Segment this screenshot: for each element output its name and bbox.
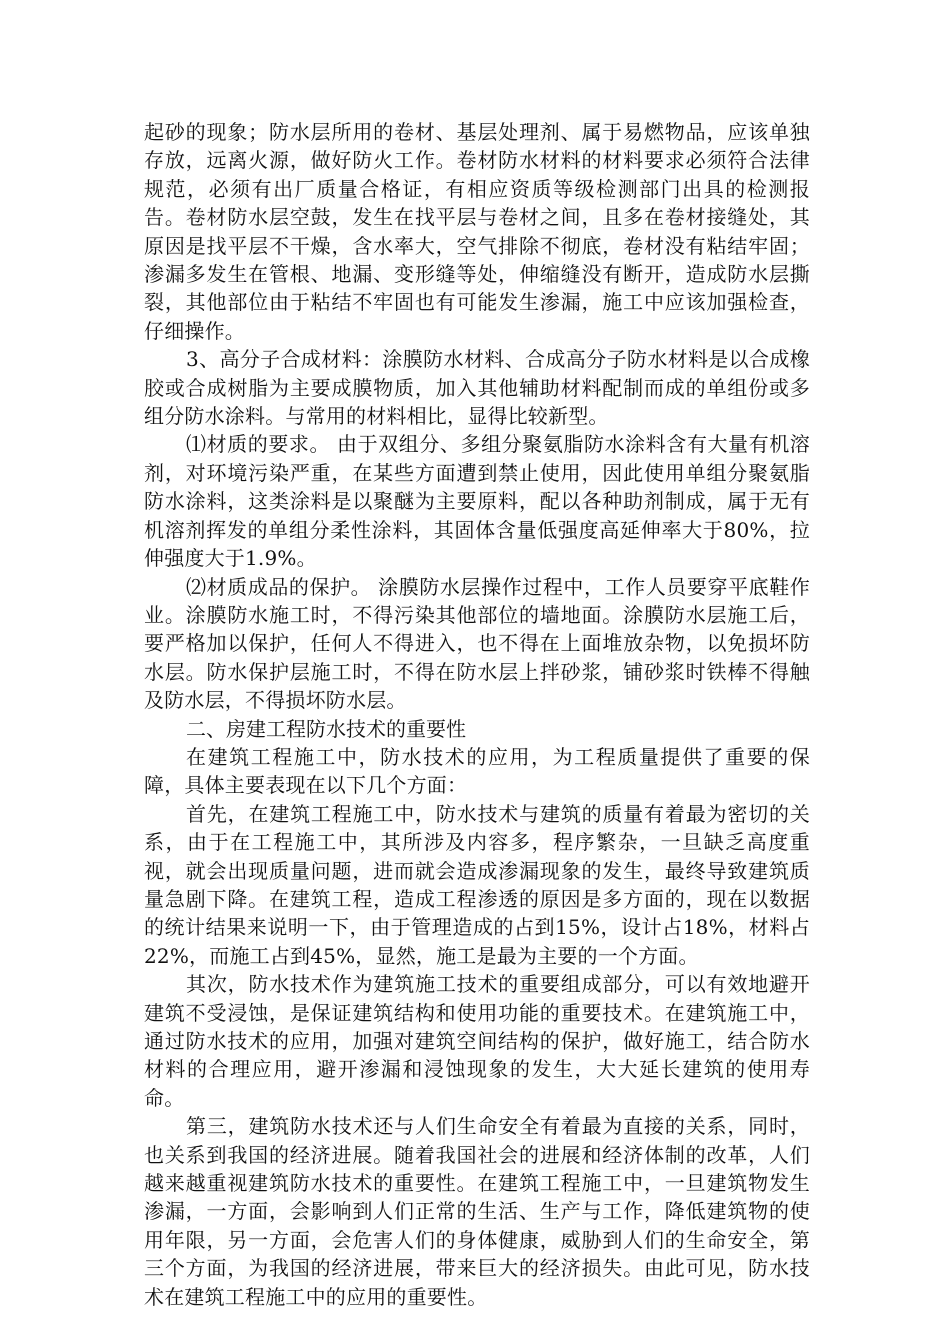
paragraph-third-point: 第三，建筑防水技术还与人们生命安全有着最为直接的关系，同时，也关系到我国的经济进展。随着我国社会的进展和经济体制的改革，人们越来越重视建筑防水技术的重要性。在建筑工程施工中，一旦建筑物发生渗漏，一方面，会影响到人们正常的生活、生产与工作，降低建筑物的使用年限，另一方面，会危害人们的身体健康，威胁到人们的生命安全，第三个方面，为我国的经济进展，带来巨大的经济损失。由此可见，防水技术在建筑工程施工中的应用的重要性。 bbox=[144, 1114, 810, 1309]
paragraph-material-requirements: ⑴材质的要求。 由于双组分、多组分聚氨脂防水涂料含有大量有机溶剂，对环境污染严重，在某些方面遭到禁止使用，因此使用单组分聚氨脂防水涂料，这类涂料是以聚醚为主要原料，配以各种助剂制成，属于无有机溶剂挥发的单组分柔性涂料，其固体含量低强度高延伸率大于80%，拉伸强度大于1.9%。 bbox=[144, 432, 810, 571]
paragraph-continued: 起砂的现象；防水层所用的卷材、基层处理剂、属于易燃物品，应该单独存放，远离火源，做好防火工作。卷材防水材料的材料要求必须符合法律规范，必须有出厂质量合格证，有相应资质等级检测部门出具的检测报告。卷材防水层空鼓，发生在找平层与卷材之间，且多在卷材接缝处，其原因是找平层不干燥，含水率大，空气排除不彻底，卷材没有粘结牢固；渗漏多发生在管根、地漏、变形缝等处，伸缩缝没有断开，造成防水层撕裂，其他部位由于粘结不牢固也有可能发生渗漏，施工中应该加强检查，仔细操作。 bbox=[144, 120, 810, 343]
paragraph-second-point: 其次，防水技术作为建筑施工技术的重要组成部分，可以有效地避开建筑不受浸蚀，是保证建筑结构和使用功能的重要技术。在建筑施工中，通过防水技术的应用，加强对建筑空间结构的保护，做好施工，结合防水材料的合理应用，避开渗漏和浸蚀现象的发生，大大延长建筑的使用寿命。 bbox=[144, 972, 810, 1110]
paragraph-intro: 在建筑工程施工中，防水技术的应用，为工程质量提供了重要的保障，具体主要表现在以下几个方面： bbox=[144, 744, 810, 798]
document-page bbox=[144, 118, 810, 1311]
paragraph-product-protection: ⑵材质成品的保护。 涂膜防水层操作过程中，工作人员要穿平底鞋作业。涂膜防水施工时，不得污染其他部位的墙地面。涂膜防水层施工后，要严格加以保护，任何人不得进入，也不得在上面堆放杂物，以免损坏防水层。防水保护层施工时，不得在防水层上拌砂浆，铺砂浆时铁棒不得触及防水层，不得损坏防水层。 bbox=[144, 574, 810, 713]
paragraph-polymer-materials: 3、高分子合成材料：涂膜防水材料、合成高分子防水材料是以合成橡胶或合成树脂为主要成膜物质，加入其他辅助材料配制而成的单组份或多组分防水涂料。与常用的材料相比，显得比较新型。 bbox=[144, 347, 810, 429]
paragraph-first-point: 首先，在建筑工程施工中，防水技术与建筑的质量有着最为密切的关系，由于在工程施工中，其所涉及内容多，程序繁杂，一旦缺乏高度重视，就会出现质量问题，进而就会造成渗漏现象的发生，最终导致建筑质量急剧下降。在建筑工程，造成工程渗透的原因是多方面的，现在以数据的统计结果来说明一下，由于管理造成的占到15%，设计占18%，材料占22%，而施工占到45%，显然，施工是最为主要的一个方面。 bbox=[144, 801, 810, 968]
section-heading: 二、房建工程防水技术的重要性 bbox=[186, 716, 466, 741]
